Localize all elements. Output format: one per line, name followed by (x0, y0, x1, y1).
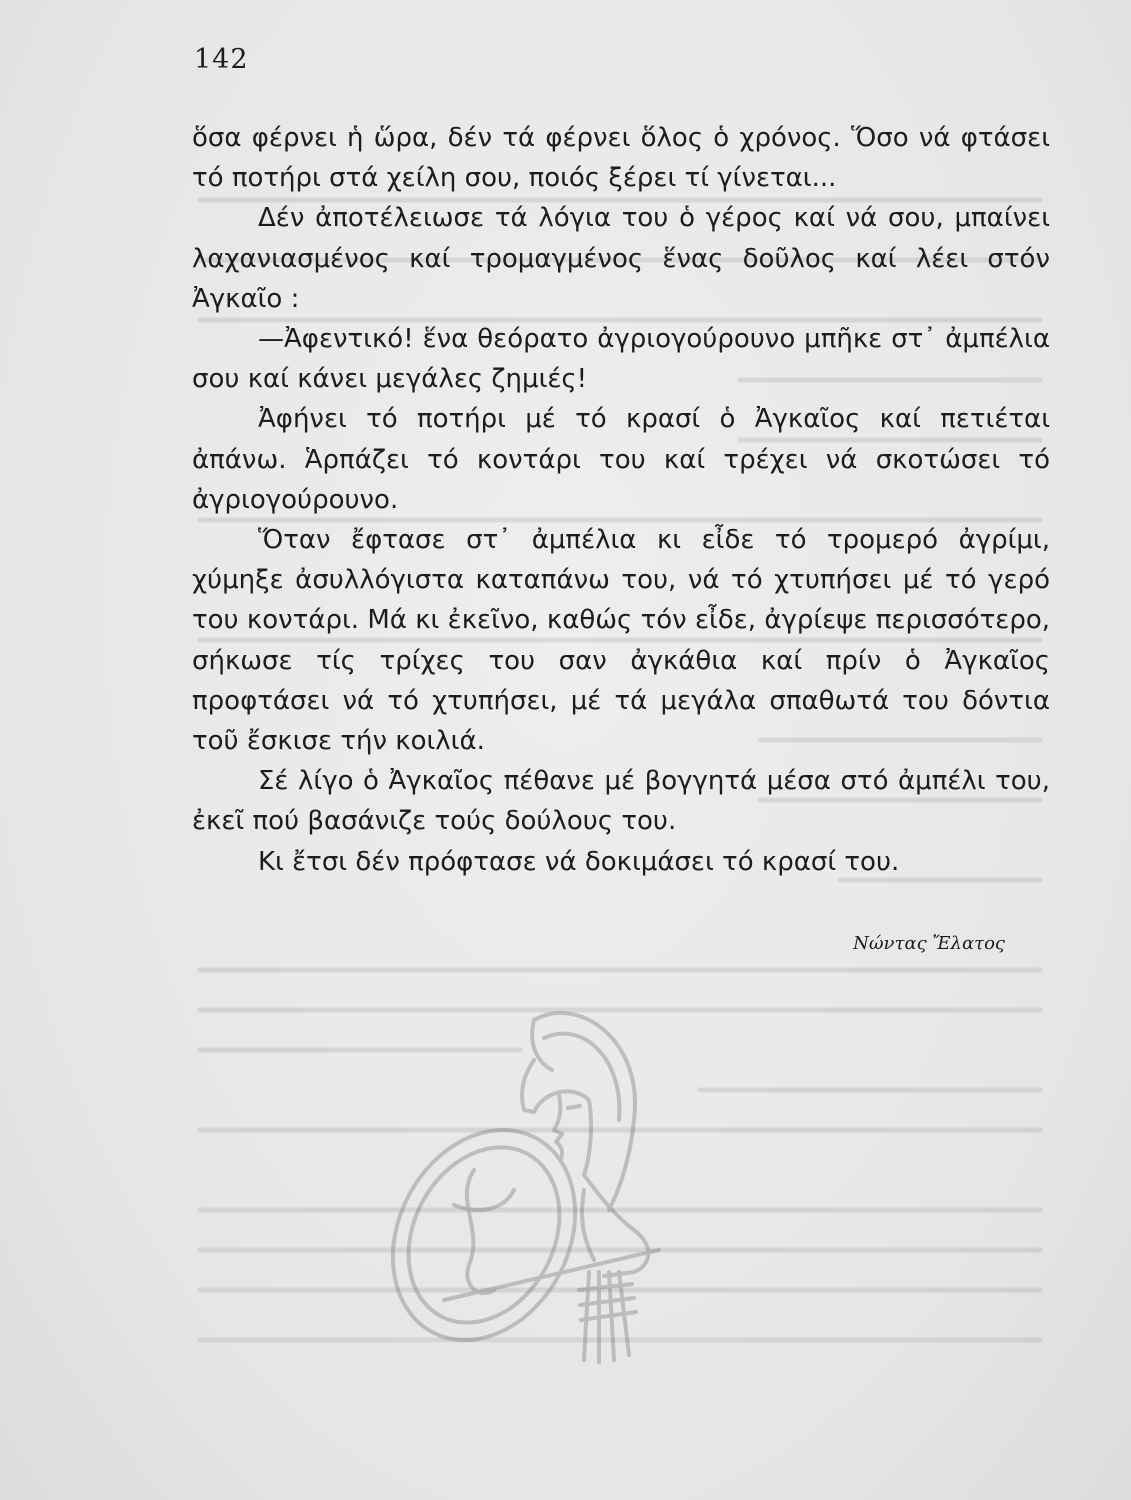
paragraph-3: —Ἀφεντικό! ἕνα θεόρατο ἀγριογούρουνο μπῆκε στ᾿ ἀμπέλια σου καί κάνει μεγάλες ζημιές! (192, 324, 1050, 395)
paragraph-1: ὅσα φέρνει ἡ ὥρα, δέν τά φέρνει ὅλος ὁ χρόνος. Ὅσο νά φτάσει τό ποτήρι στά χείλη σου, ποιός ξέρει τί γίνεται... (192, 123, 1050, 194)
greek-warrior-icon (384, 1000, 674, 1372)
paragraph-2: Δέν ἀποτέλειωσε τά λόγια του ὁ γέρος καί νά σου, μπαίνει λαχανιασμένος καί τρομαγμένος ἕνας δοῦλος καί λέει στόν Ἀγκαῖο : (192, 203, 1050, 314)
paragraph-6: Σέ λίγο ὁ Ἀγκαῖος πέθανε μέ βογγητά μέσα στό ἀμπέλι του, ἐκεῖ πού βασάνιζε τούς δούλους του. (192, 766, 1050, 837)
author-signature: Νώντας Ἔλατος (853, 933, 1005, 954)
paragraph-4: Ἀφήνει τό ποτήρι μέ τό κρασί ὁ Ἀγκαῖος καί πετιέται ἀπάνω. Ἁρπάζει τό κοντάρι του καί τρέχει νά σκοτώσει τό ἀγριογούρουνο. (192, 404, 1050, 515)
page-number: 142 (194, 44, 249, 75)
story-text (192, 118, 1050, 882)
paragraph-7: Κι ἔτσι δέν πρόφτασε νά δοκιμάσει τό κρασί του. (258, 846, 900, 877)
paragraph-5: Ὅταν ἔφτασε στ᾿ ἀμπέλια κι εἶδε τό τρομερό ἀγρίμι, χύμηξε ἀσυλλόγιστα καταπάνω του, νά τό χτυπήσει μέ τό γερό του κοντάρι. Μά κι ἐκεῖνο, καθώς τόν εἶδε, ἀγρίεψε περισσότερο, σήκωσε τίς τρίχες του σαν ἀγκάθια καί πρίν ὁ Ἀγκαῖος προφτάσει νά τό χτυπήσει, μέ τά μεγάλα σπαθωτά του δόντια τοῦ ἔσκισε τήν κοιλιά. (192, 525, 1050, 757)
